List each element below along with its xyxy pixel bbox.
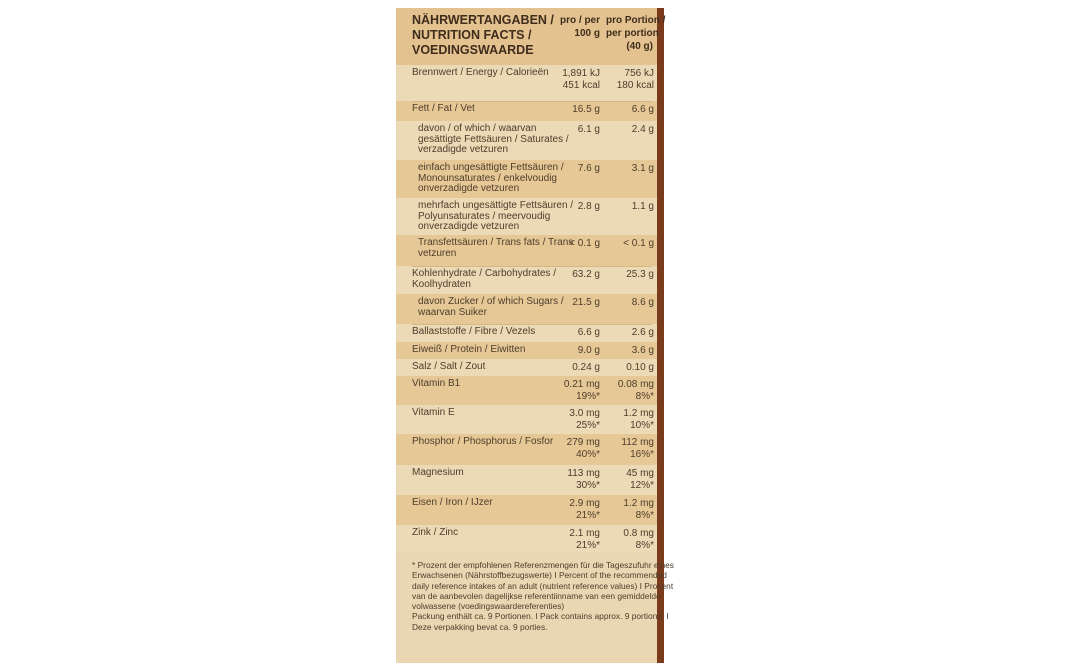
value-per-portion: 3.1 g (631, 163, 654, 174)
table-header (396, 8, 666, 65)
value-per-100g: 0.21 mg 19%* (563, 379, 600, 402)
value-per-portion: 1.1 g (631, 201, 654, 212)
value-per-100g: 6.1 g (577, 124, 600, 135)
nutrient-name: davon Zucker / of which Sugars / waarvan Suiker (418, 296, 564, 318)
table-row (396, 525, 657, 553)
table-row (396, 405, 657, 434)
value-per-portion: 0.8 mg 8%* (623, 528, 654, 551)
value-per-portion: 25.3 g (626, 269, 654, 280)
table-row (396, 294, 657, 324)
nutrient-name: Fett / Fat / Vet (412, 103, 475, 114)
nutrient-name: Transfettsäuren / Trans fats / Trans vetzuren (418, 237, 574, 259)
nutrient-name: einfach ungesättigte Fettsäuren / Monounsaturates / enkelvoudig onverzadigde vetzuren (418, 162, 564, 194)
row-divider (412, 266, 652, 267)
value-per-100g: 21.5 g (572, 297, 600, 308)
value-per-portion: 1.2 mg 10%* (623, 408, 654, 431)
row-divider (412, 101, 652, 102)
table-row (396, 465, 657, 495)
nutrient-name: Phosphor / Phosphorus / Fosfor (412, 436, 554, 447)
nutrient-name: Eisen / Iron / IJzer (412, 497, 493, 508)
column-header-per-portion: pro Portion / per portion (40 g) (606, 15, 666, 52)
value-per-100g: 2.9 mg 21%* (569, 498, 600, 521)
value-per-100g: < 0.1 g (569, 238, 600, 249)
table-row (396, 121, 657, 160)
nutrient-name: mehrfach ungesättigte Fettsäuren / Polyunsaturates / meervoudig onverzadigde vetzuren (418, 200, 574, 232)
footnote-line: Packung enthält ca. 9 Portionen. I Pack contains approx. 9 portions. I (412, 611, 669, 622)
value-per-portion: 1.2 mg 8%* (623, 498, 654, 521)
footnote-line: * Prozent der empfohlenen Referenzmengen für die Tageszufuhr eines (412, 560, 674, 570)
footnote-line: Deze verpakking bevat ca. 9 porties. (412, 621, 548, 632)
nutrient-name: Brennwert / Energy / Calorieën (412, 67, 549, 78)
column-header-per-100g: pro / per 100 g (560, 15, 601, 39)
value-per-100g: 279 mg 40%* (566, 437, 600, 460)
value-per-portion: < 0.1 g (623, 238, 654, 249)
row-divider (412, 324, 652, 325)
value-per-portion: 2.4 g (631, 124, 654, 135)
title-line: VOEDINGSWAARDE (412, 43, 534, 57)
nutrient-name: Magnesium (412, 467, 464, 478)
nutrient-name: Eiweiß / Protein / Eiwitten (412, 344, 526, 355)
table-row (396, 434, 657, 465)
footnote-section (396, 553, 674, 663)
nutrient-name: Ballaststoffe / Fibre / Vezels (412, 326, 536, 337)
value-per-100g: 9.0 g (577, 345, 600, 356)
table-row (396, 160, 657, 198)
table-row (396, 324, 657, 342)
footnote-line: volwassene (voedingswaardereferenties) (412, 601, 565, 612)
footnote-line: Erwachsenen (Nährstoffbezugswerte) I Percent of the recommended (412, 570, 667, 581)
nutrient-name: Salz / Salt / Zout (412, 361, 486, 372)
value-per-100g: 2.1 mg 21%* (569, 528, 600, 551)
value-per-portion: 45 mg 12%* (626, 468, 654, 491)
value-per-portion: 3.6 g (631, 345, 654, 356)
table-row (396, 235, 657, 266)
table-row (396, 376, 657, 405)
table-title (412, 13, 560, 58)
footnote-line: van de aanbevolen dagelijkse referentiinname van een gemiddelde (412, 590, 661, 601)
value-per-portion: 756 kJ 180 kcal (616, 68, 654, 91)
value-per-100g: 113 mg 30%* (567, 468, 600, 491)
value-per-portion: 0.10 g (626, 362, 654, 373)
value-per-100g: 16.5 g (572, 104, 600, 115)
footnote-text (412, 560, 674, 632)
nutrient-name: Kohlenhydrate / Carbohydrates / Koolhydraten (412, 268, 556, 290)
nutrient-name: Vitamin E (412, 407, 455, 418)
table-row (396, 342, 657, 359)
nutrition-label (396, 8, 674, 663)
table-row (396, 495, 657, 525)
title-line: NUTRITION FACTS / (412, 28, 532, 42)
table-row (396, 198, 657, 235)
value-per-100g: 2.8 g (577, 201, 600, 212)
nutrient-name: davon / of which / waarvan gesättigte Fettsäuren / Saturates / verzadigde vetzuren (418, 123, 569, 155)
value-per-100g: 0.24 g (572, 362, 600, 373)
value-per-100g: 6.6 g (577, 327, 600, 338)
value-per-100g: 7.6 g (577, 163, 600, 174)
value-per-portion: 0.08 mg 8%* (617, 379, 654, 402)
table-row (396, 101, 657, 121)
value-per-100g: 3.0 mg 25%* (569, 408, 600, 431)
table-row (396, 65, 657, 101)
table-row (396, 266, 657, 294)
value-per-portion: 8.6 g (631, 297, 654, 308)
footnote-line: daily reference intakes of an adult (nutrient reference values) I Procent (412, 580, 674, 591)
value-per-100g: 63.2 g (572, 269, 600, 280)
value-per-portion: 2.6 g (631, 327, 654, 338)
nutrient-name: Zink / Zinc (412, 527, 459, 538)
value-per-portion: 6.6 g (631, 104, 654, 115)
table-row (396, 359, 657, 376)
value-per-100g: 1,891 kJ 451 kcal (562, 68, 600, 91)
title-line: NÄHRWERTANGABEN / (412, 13, 554, 27)
value-per-portion: 112 mg 16%* (621, 437, 654, 460)
nutrient-name: Vitamin B1 (412, 378, 461, 389)
